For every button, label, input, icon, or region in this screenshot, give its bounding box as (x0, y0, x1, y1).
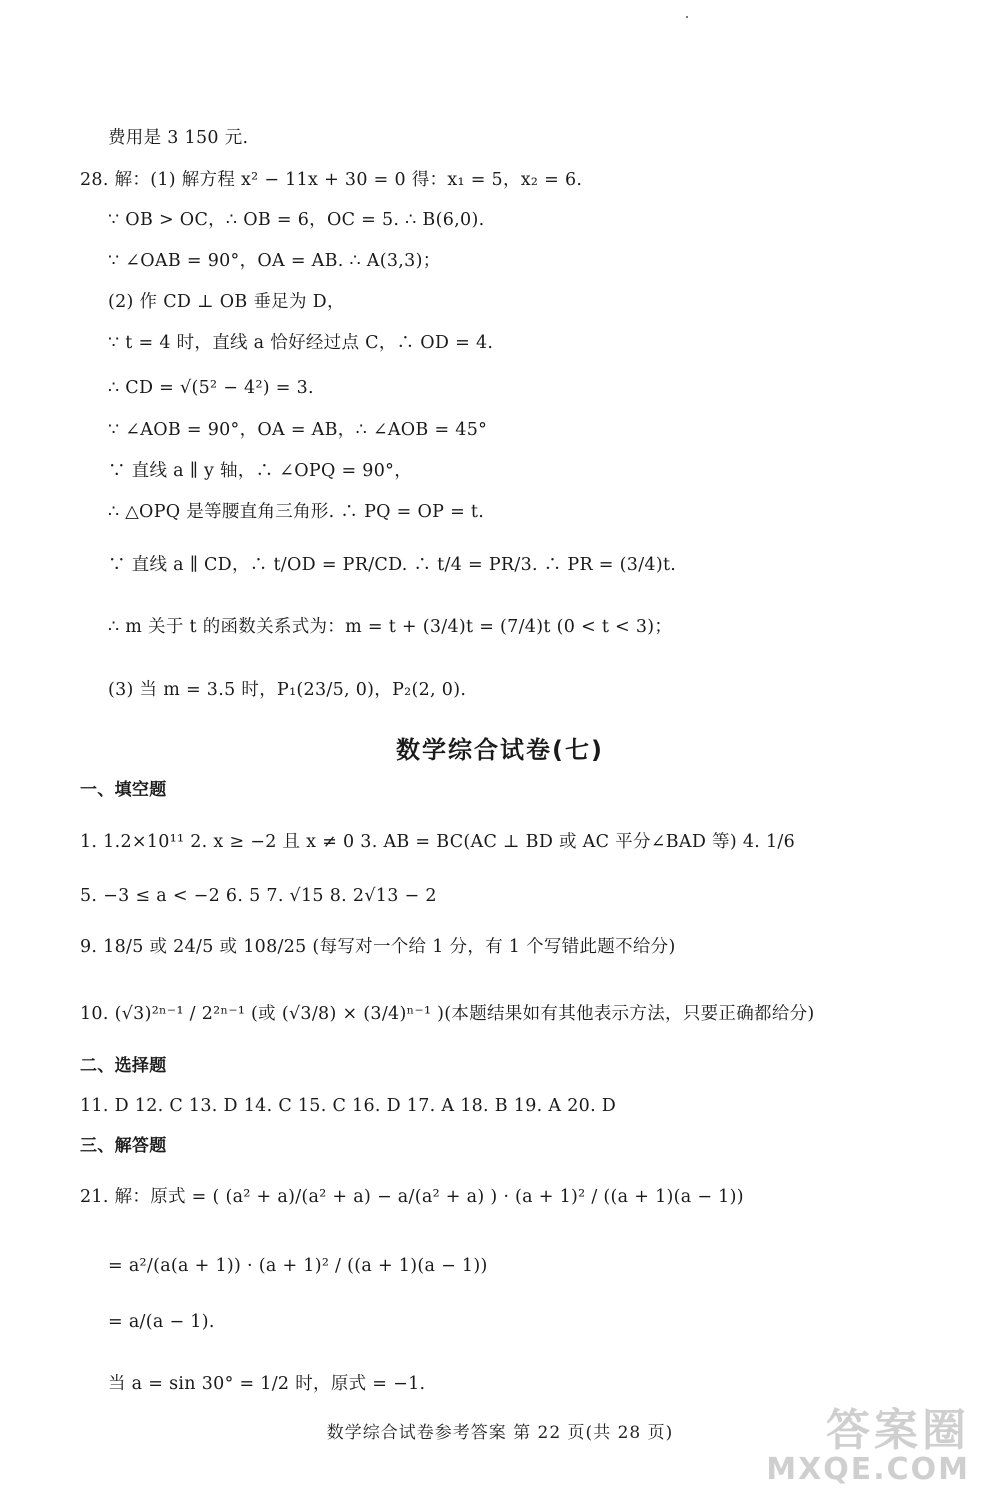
section-heading: 三、解答题 (80, 1136, 167, 1156)
answer-line: 11. D 12. C 13. D 14. C 15. C 16. D 17. A 18. B 19. A 20. D (80, 1096, 617, 1116)
text-line: 费用是 3 150 元. (108, 128, 249, 148)
text-line: ∵ ∠AOB = 90°，OA = AB，∴ ∠AOB = 45° (108, 420, 488, 440)
solution-line: 21. 解：原式 = ( (a² + a)/(a² + a) − a/(a² + a) ) · (a + 1)² / ((a + 1)(a − 1)) (80, 1187, 744, 1207)
text-line: ∵ 直线 a ∥ CD，∴ t/OD = PR/CD. ∴ t/4 = PR/3. ∴ PR = (3/4)t. (108, 555, 677, 575)
text-line: ∴ △OPQ 是等腰直角三角形. ∴ PQ = OP = t. (108, 502, 485, 522)
page-footer: 数学综合试卷参考答案 第 22 页(共 28 页) (326, 1423, 674, 1443)
solution-line: 当 a = sin 30° = 1/2 时，原式 = −1. (108, 1374, 426, 1394)
answer-line: 9. 18/5 或 24/5 或 108/25 (每写对一个给 1 分，有 1 个写错此题不给分) (80, 937, 676, 957)
text-line: ∵ OB > OC，∴ OB = 6，OC = 5. ∴ B(6,0). (108, 210, 485, 230)
watermark-url: MXQE.COM (766, 1452, 970, 1487)
text-line: ∵ 直线 a ∥ y 轴，∴ ∠OPQ = 90°， (108, 461, 413, 481)
text-line: 28. 解：(1) 解方程 x² − 11x + 30 = 0 得：x₁ = 5，x₂ = 6. (80, 170, 583, 190)
scan-speck (686, 16, 688, 18)
text-line: (3) 当 m = 3.5 时，P₁(23/5, 0)，P₂(2, 0). (108, 680, 467, 700)
section-heading: 一、填空题 (80, 780, 167, 800)
text-line: ∵ ∠OAB = 90°，OA = AB. ∴ A(3,3)； (108, 251, 441, 271)
solution-line: = a/(a − 1). (108, 1312, 215, 1332)
answer-line: 5. −3 ≤ a < −2 6. 5 7. √15 8. 2√13 − 2 (80, 886, 437, 906)
solution-line: = a²/(a(a + 1)) · (a + 1)² / ((a + 1)(a − 1)) (108, 1256, 488, 1276)
text-line: ∴ m 关于 t 的函数关系式为：m = t + (3/4)t = (7/4)t (0 < t < 3)； (108, 617, 673, 637)
answer-line: 10. (√3)²ⁿ⁻¹ / 2²ⁿ⁻¹ (或 (√3/8) × (3/4)ⁿ⁻¹ )(本题结果如有其他表示方法，只要正确都给分) (80, 1004, 815, 1024)
text-line: (2) 作 CD ⊥ OB 垂足为 D， (108, 292, 345, 312)
text-line: ∵ t = 4 时，直线 a 恰好经过点 C，∴ OD = 4. (108, 333, 494, 353)
text-line: ∴ CD = √(5² − 4²) = 3. (108, 378, 314, 398)
watermark-text: 答案圈 (826, 1405, 970, 1456)
answer-line: 1. 1.2×10¹¹ 2. x ≥ −2 且 x ≠ 0 3. AB = BC(AC ⊥ BD 或 AC 平分∠BAD 等) 4. 1/6 (80, 832, 796, 852)
section-heading: 二、选择题 (80, 1056, 167, 1076)
section-title: 数学综合试卷(七) (396, 736, 604, 764)
watermark-logo (766, 1405, 970, 1487)
